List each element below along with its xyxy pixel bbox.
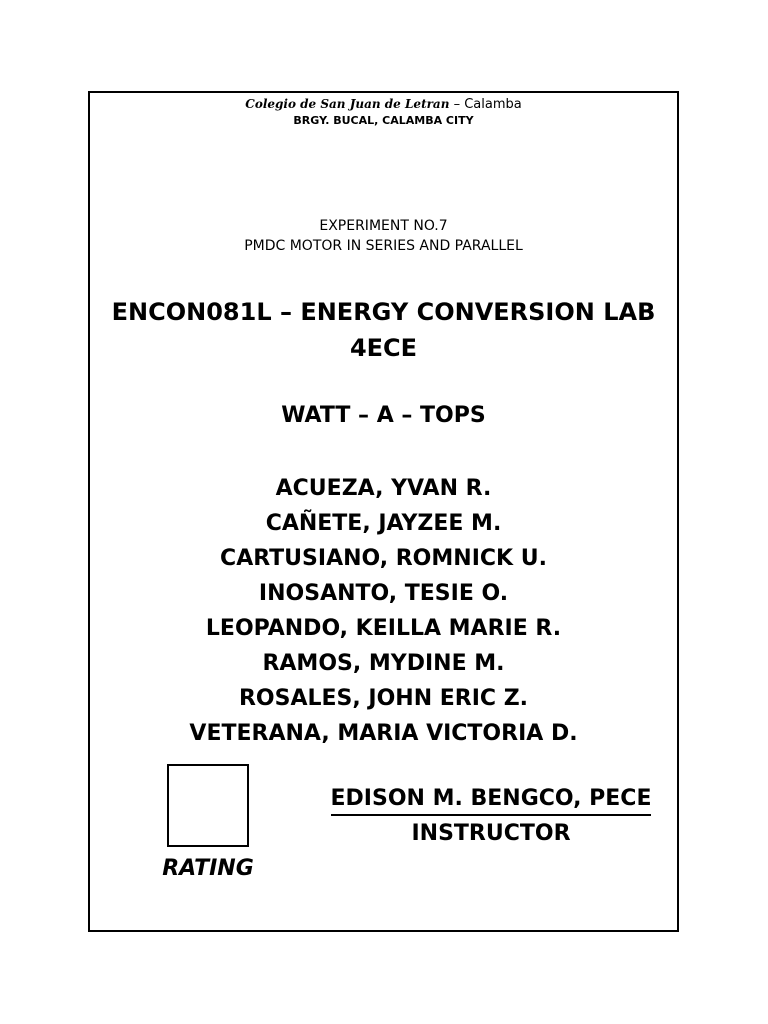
instructor-title: INSTRUCTOR (411, 821, 571, 846)
course-block (88, 294, 679, 366)
school-address: BRGY. BUCAL, CALAMBA CITY (293, 114, 474, 127)
instructor-name: EDISON M. BENGCO, PECE (331, 784, 652, 816)
rating-label: RATING (162, 856, 254, 881)
member-name: LEOPANDO, KEILLA MARIE R. (205, 616, 562, 641)
course-section: 4ECE (349, 334, 418, 362)
member-name: CAÑETE, JAYZEE M. (265, 511, 502, 536)
school-city: – Calamba (449, 97, 522, 112)
rating-box (167, 764, 249, 847)
member-name: RAMOS, MYDINE M. (262, 651, 505, 676)
experiment-block (88, 216, 679, 256)
member-name: ROSALES, JOHN ERIC Z. (238, 686, 529, 711)
experiment-title: PMDC MOTOR IN SERIES AND PARALLEL (244, 238, 523, 254)
member-name: VETERANA, MARIA VICTORIA D. (189, 721, 578, 746)
member-name: CARTUSIANO, ROMNICK U. (220, 546, 547, 571)
course-title: ENCON081L – ENERGY CONVERSION LAB (111, 298, 656, 326)
school-name: Colegio de San Juan de Letran (245, 97, 450, 111)
experiment-number: EXPERIMENT NO.7 (319, 218, 448, 234)
school-header (88, 95, 679, 114)
member-name: INOSANTO, TESIE O. (258, 581, 509, 606)
member-list (88, 471, 679, 751)
group-name: WATT – A – TOPS (281, 403, 486, 428)
instructor-block (304, 784, 678, 852)
member-name: ACUEZA, YVAN R. (275, 476, 492, 501)
